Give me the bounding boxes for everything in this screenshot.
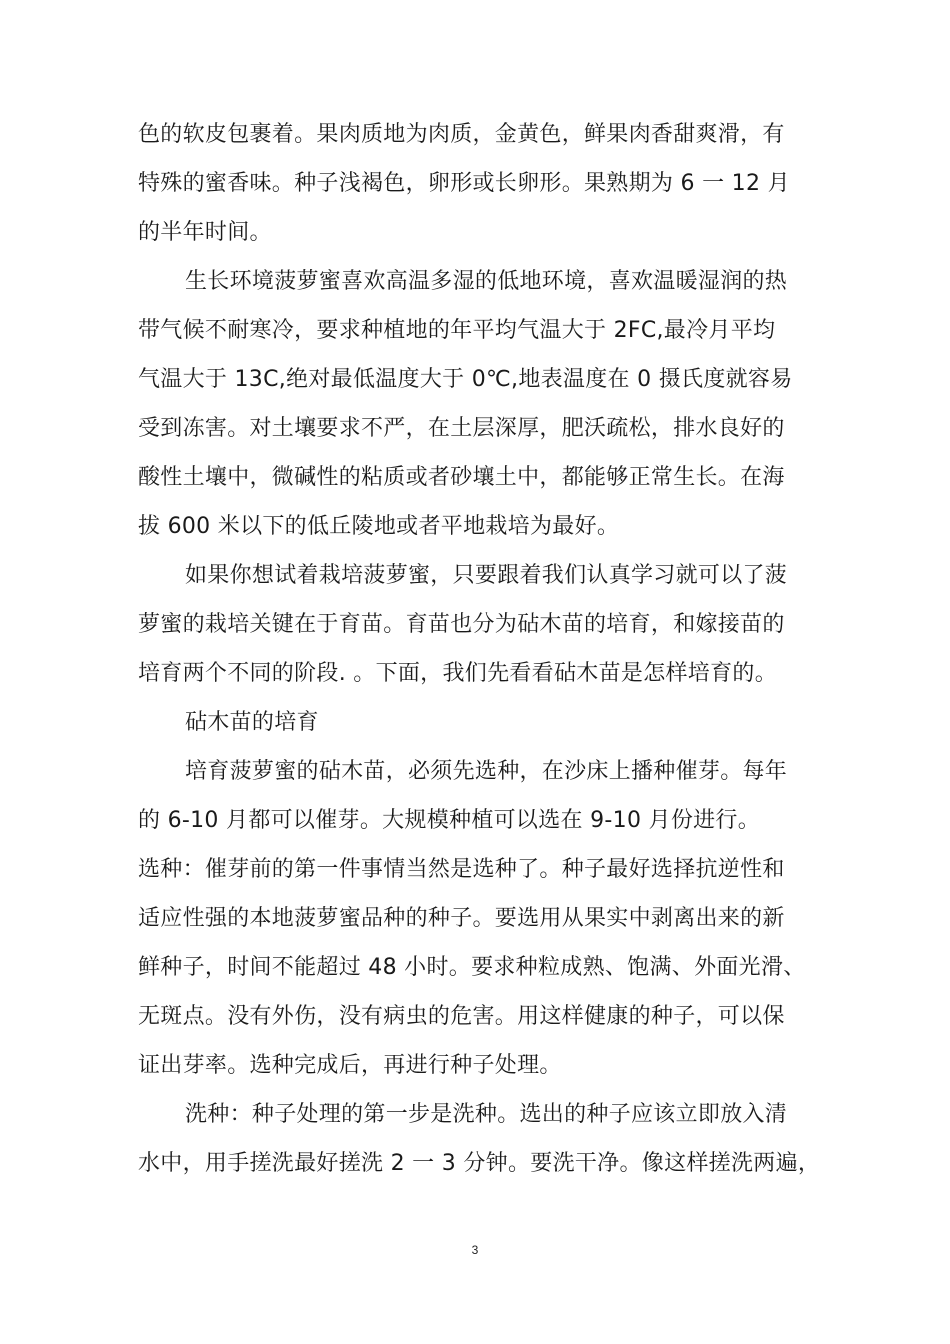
paragraph-start-line: 洗种：种子处理的第一步是洗种。选出的种子应该立即放入清	[185, 1102, 788, 1127]
text-line: 无斑点。没有外伤，没有病虫的危害。用这样健康的种子，可以保	[138, 1004, 785, 1029]
text-line: 的 6-10 月都可以催芽。大规模种植可以选在 9-10 月份进行。	[138, 808, 761, 833]
text-line: 的半年时间。	[138, 220, 272, 245]
section-heading: 砧木苗的培育	[185, 710, 319, 735]
text-line: 鲜种子，时间不能超过 48 小时。要求种粒成熟、饱满、外面光滑、	[138, 955, 806, 980]
text-line: 特殊的蜜香味。种子浅褐色，卵形或长卵形。果熟期为 6 一 12 月	[138, 171, 790, 196]
text-line: 带气候不耐寒冷，要求种植地的年平均气温大于 2FC,最冷月平均	[138, 318, 776, 343]
text-line: 色的软皮包裹着。果肉质地为肉质，金黄色，鲜果肉香甜爽滑，有	[138, 122, 785, 147]
text-line: 酸性土壤中，微碱性的粘质或者砂壤土中，都能够正常生长。在海	[138, 465, 785, 490]
text-line: 萝蜜的栽培关键在于育苗。育苗也分为砧木苗的培育，和嫁接苗的	[138, 612, 785, 637]
text-line: 培育两个不同的阶段. 。下面，我们先看看砧木苗是怎样培育的。	[138, 661, 777, 686]
body-text	[138, 110, 828, 1188]
text-line: 适应性强的本地菠萝蜜品种的种子。要选用从果实中剥离出来的新	[138, 906, 785, 931]
text-line: 受到冻害。对土壤要求不严，在土层深厚，肥沃疏松，排水良好的	[138, 416, 785, 441]
paragraph-start-line: 如果你想试着栽培菠萝蜜，只要跟着我们认真学习就可以了菠	[185, 563, 788, 588]
paragraph-start-line: 培育菠萝蜜的砧木苗，必须先选种，在沙床上播种催芽。每年	[185, 759, 788, 784]
page-number: 3	[471, 1243, 479, 1257]
text-line: 气温大于 13C,绝对最低温度大于 0℃,地表温度在 0 摄氏度就容易	[138, 367, 793, 392]
text-line: 拔 600 米以下的低丘陵地或者平地栽培为最好。	[138, 514, 620, 539]
text-line: 证出芽率。选种完成后，再进行种子处理。	[138, 1053, 562, 1078]
paragraph-start-line: 选种：催芽前的第一件事情当然是选种了。种子最好选择抗逆性和	[138, 857, 785, 882]
paragraph-start-line: 生长环境菠萝蜜喜欢高温多湿的低地环境，喜欢温暖湿润的热	[185, 269, 788, 294]
text-line: 水中，用手搓洗最好搓洗 2 一 3 分钟。要洗干净。像这样搓洗两遍，	[138, 1151, 821, 1176]
